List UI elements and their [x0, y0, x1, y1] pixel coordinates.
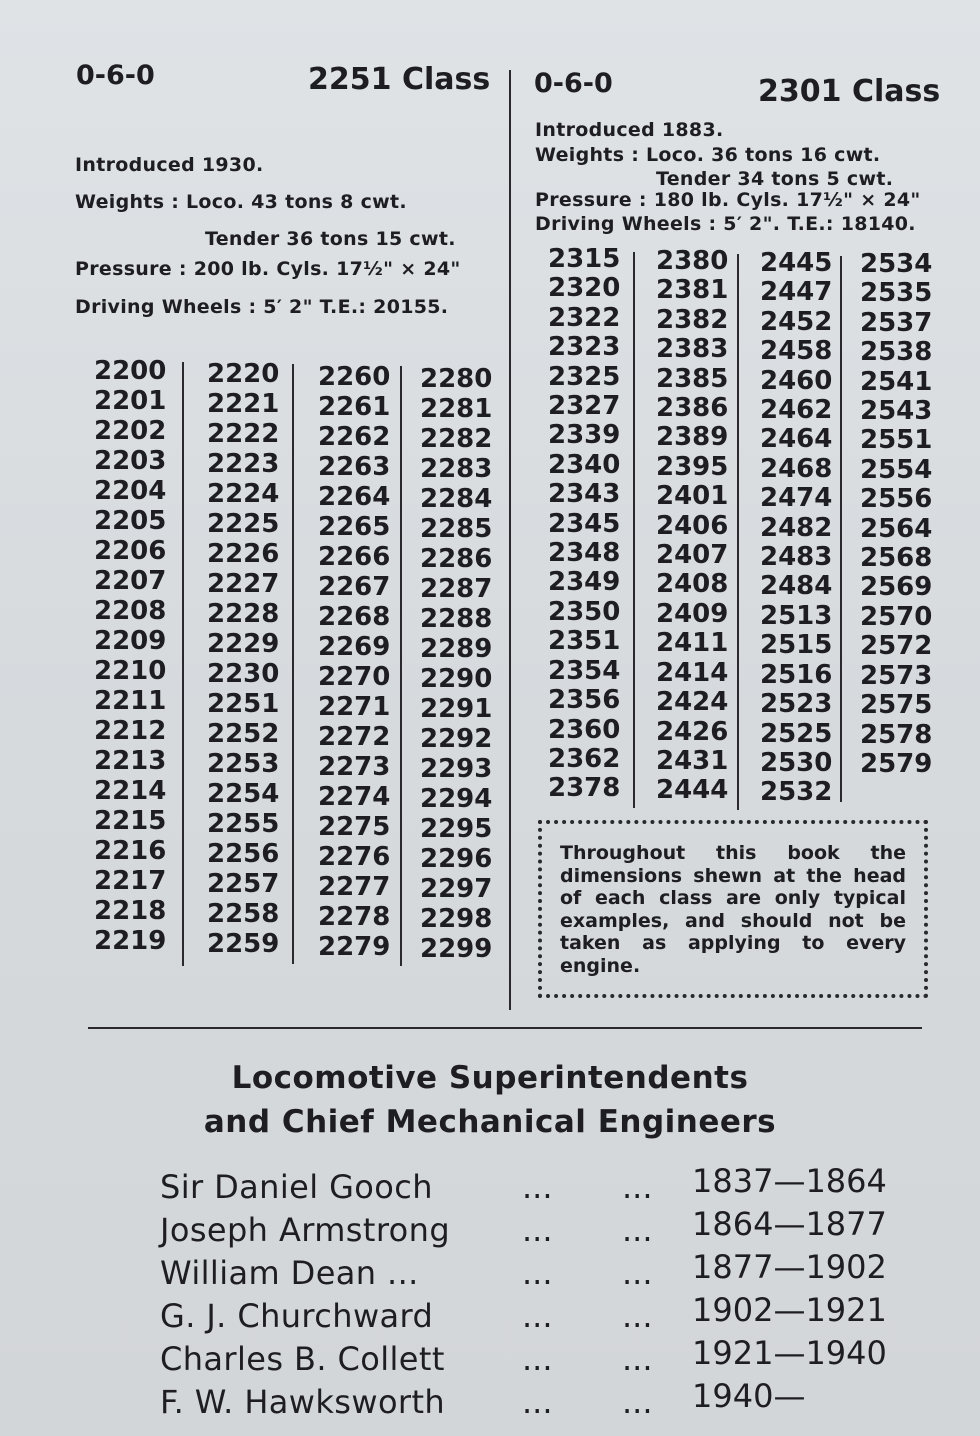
superintendents-heading-line-2: and Chief Mechanical Engineers [203, 1104, 777, 1140]
engine-number: 2207 [94, 566, 167, 596]
engine-number: 2458 [760, 336, 833, 367]
left-introduced: Introduced 1930. [75, 154, 264, 176]
engine-number: 2460 [760, 365, 833, 396]
engine-number: 2564 [860, 513, 933, 544]
engine-number: 2253 [207, 749, 280, 779]
left-column-divider-3 [400, 366, 402, 966]
right-column-divider-1 [633, 252, 635, 808]
engine-number: 2294 [420, 784, 493, 814]
engine-number: 2525 [760, 718, 833, 749]
superintendent-name: Joseph Armstrong [160, 1211, 451, 1249]
right-number-column-1 [548, 245, 620, 804]
engine-number: 2406 [656, 510, 729, 541]
section-divider [88, 1027, 922, 1029]
engine-number: 2464 [760, 424, 833, 455]
engine-number: 2447 [760, 277, 833, 308]
left-number-column-1 [94, 356, 166, 956]
engine-number: 2532 [760, 777, 833, 808]
engine-number: 2204 [94, 476, 167, 506]
superintendent-years: 1902—1921 [692, 1291, 887, 1329]
leader-dots: ... [522, 1168, 553, 1206]
engine-number: 2360 [548, 714, 621, 745]
right-number-column-4 [860, 250, 932, 779]
leader-dots: ... [622, 1297, 653, 1335]
leader-dots: ... [622, 1211, 653, 1249]
engine-number: 2251 [207, 689, 280, 719]
engine-number: 2530 [760, 747, 833, 778]
engine-number: 2212 [94, 716, 167, 746]
engine-number: 2572 [860, 631, 933, 662]
engine-number: 2535 [860, 278, 933, 309]
engine-number: 2208 [94, 596, 167, 626]
engine-number: 2556 [860, 484, 933, 515]
engine-number: 2220 [207, 359, 280, 389]
engine-number: 2325 [548, 361, 621, 392]
engine-number: 2339 [548, 420, 621, 451]
superintendent-years: 1877—1902 [692, 1248, 887, 1286]
engine-number: 2386 [656, 393, 729, 424]
left-weights-loco: Weights : Loco. 43 tons 8 cwt. [75, 191, 407, 213]
engine-number: 2483 [760, 542, 833, 573]
superintendent-name: William Dean ... [160, 1254, 419, 1292]
engine-number: 2320 [548, 273, 621, 304]
engine-number: 2215 [94, 806, 167, 836]
engine-number: 2516 [760, 659, 833, 690]
engine-number: 2408 [656, 569, 729, 600]
right-wheel-arrangement: 0-6-0 [534, 68, 613, 99]
engine-number: 2409 [656, 598, 729, 629]
engine-number: 2378 [548, 773, 621, 804]
leader-dots: ... [522, 1254, 553, 1292]
page-centre-divider [509, 70, 511, 1010]
engine-number: 2276 [318, 842, 391, 872]
engine-number: 2541 [860, 366, 933, 397]
engine-number: 2286 [420, 544, 493, 574]
engine-number: 2554 [860, 454, 933, 485]
right-number-column-3 [760, 249, 832, 808]
left-number-column-2 [207, 359, 279, 959]
engine-number: 2350 [548, 596, 621, 627]
left-column-divider-1 [182, 362, 184, 966]
engine-number: 2484 [760, 571, 833, 602]
engine-number: 2224 [207, 479, 280, 509]
leader-dots: ... [622, 1340, 653, 1378]
engine-number: 2575 [860, 690, 933, 721]
engine-number: 2210 [94, 656, 167, 686]
engine-number: 2289 [420, 634, 493, 664]
engine-number: 2297 [420, 874, 493, 904]
engine-number: 2269 [318, 632, 391, 662]
right-weights-tender: Tender 34 tons 5 cwt. [656, 168, 894, 190]
engine-number: 2223 [207, 449, 280, 479]
engine-number: 2292 [420, 724, 493, 754]
engine-number: 2351 [548, 626, 621, 657]
engine-number: 2468 [760, 453, 833, 484]
engine-number: 2219 [94, 926, 167, 956]
engine-number: 2226 [207, 539, 280, 569]
engine-number: 2261 [318, 392, 391, 422]
engine-number: 2426 [656, 716, 729, 747]
engine-number: 2264 [318, 482, 391, 512]
engine-number: 2445 [760, 248, 833, 278]
engine-number: 2285 [420, 514, 493, 544]
left-driving-wheels: Driving Wheels : 5′ 2" T.E.: 20155. [75, 296, 449, 318]
engine-number: 2270 [318, 662, 391, 692]
engine-number: 2201 [94, 386, 167, 416]
engine-number: 2262 [318, 422, 391, 452]
engine-number: 2513 [760, 600, 833, 631]
engine-number: 2401 [656, 481, 729, 512]
engine-number: 2383 [656, 334, 729, 365]
engine-number: 2273 [318, 752, 391, 782]
engine-number: 2343 [548, 479, 621, 510]
engine-number: 2272 [318, 722, 391, 752]
engine-number: 2291 [420, 694, 493, 724]
engine-number: 2389 [656, 422, 729, 453]
engine-number: 2288 [420, 604, 493, 634]
right-pressure: Pressure : 180 lb. Cyls. 17½" × 24" [535, 189, 921, 211]
superintendent-row [160, 1377, 880, 1427]
engine-number: 2280 [420, 364, 493, 394]
engine-number: 2395 [656, 451, 729, 482]
engine-number: 2482 [760, 512, 833, 543]
engine-number: 2380 [656, 246, 729, 276]
engine-number: 2287 [420, 574, 493, 604]
engine-number: 2315 [548, 244, 621, 274]
engine-number: 2298 [420, 904, 493, 934]
engine-number: 2227 [207, 569, 280, 599]
engine-number: 2282 [420, 424, 493, 454]
engine-number: 2271 [318, 692, 391, 722]
engine-number: 2211 [94, 686, 167, 716]
engine-number: 2568 [860, 543, 933, 574]
leader-dots: ... [522, 1340, 553, 1378]
right-class-name: 2301 Class [758, 74, 941, 109]
right-driving-wheels: Driving Wheels : 5′ 2". T.E.: 18140. [535, 213, 916, 235]
engine-number: 2254 [207, 779, 280, 809]
engine-number: 2382 [656, 304, 729, 335]
engine-number: 2578 [860, 719, 933, 750]
engine-number: 2543 [860, 396, 933, 427]
leader-dots: ... [622, 1383, 653, 1421]
right-introduced: Introduced 1883. [535, 119, 724, 141]
engine-number: 2216 [94, 836, 167, 866]
engine-number: 2230 [207, 659, 280, 689]
leader-dots: ... [622, 1254, 653, 1292]
engine-number: 2203 [94, 446, 167, 476]
engine-number: 2414 [656, 657, 729, 688]
engine-number: 2362 [548, 743, 621, 774]
engine-number: 2229 [207, 629, 280, 659]
engine-number: 2431 [656, 745, 729, 776]
superintendent-name: Charles B. Collett [160, 1340, 445, 1378]
engine-number: 2296 [420, 844, 493, 874]
leader-dots: ... [522, 1211, 553, 1249]
engine-number: 2278 [318, 902, 391, 932]
right-column-divider-3 [840, 256, 842, 802]
engine-number: 2340 [548, 449, 621, 480]
engine-number: 2293 [420, 754, 493, 784]
engine-number: 2202 [94, 416, 167, 446]
left-number-column-4 [420, 364, 492, 964]
engine-number: 2217 [94, 866, 167, 896]
engine-number: 2327 [548, 391, 621, 422]
superintendent-years: 1864—1877 [692, 1205, 887, 1243]
engine-number: 2538 [860, 337, 933, 368]
engine-number: 2424 [656, 687, 729, 718]
engine-number: 2348 [548, 538, 621, 569]
superintendent-years: 1921—1940 [692, 1334, 887, 1372]
engine-number: 2452 [760, 306, 833, 337]
engine-number: 2256 [207, 839, 280, 869]
superintendent-name: F. W. Hawksworth [160, 1383, 446, 1421]
engine-number: 2213 [94, 746, 167, 776]
engine-number: 2573 [860, 660, 933, 691]
left-weights-tender: Tender 36 tons 15 cwt. [205, 228, 456, 250]
engine-number: 2283 [420, 454, 493, 484]
engine-number: 2225 [207, 509, 280, 539]
engine-number: 2228 [207, 599, 280, 629]
engine-number: 2222 [207, 419, 280, 449]
engine-number: 2277 [318, 872, 391, 902]
engine-number: 2462 [760, 395, 833, 426]
engine-number: 2258 [207, 899, 280, 929]
leader-dots: ... [522, 1297, 553, 1335]
engine-number: 2260 [318, 362, 391, 392]
engine-number: 2569 [860, 572, 933, 603]
engine-number: 2268 [318, 602, 391, 632]
engine-number: 2259 [207, 929, 280, 959]
engine-number: 2534 [860, 249, 933, 279]
engine-number: 2290 [420, 664, 493, 694]
left-pressure: Pressure : 200 lb. Cyls. 17½" × 24" [75, 258, 461, 280]
engine-number: 2255 [207, 809, 280, 839]
engine-number: 2218 [94, 896, 167, 926]
right-column-divider-2 [737, 254, 739, 810]
note-text: Throughout this book the dimensions shewn at the head of each class are only typical examples, and should not be taken as applying to every engine. [560, 842, 906, 977]
right-weights-loco: Weights : Loco. 36 tons 16 cwt. [535, 144, 881, 166]
engine-number: 2323 [548, 332, 621, 363]
engine-number: 2537 [860, 307, 933, 338]
superintendent-name: G. J. Churchward [160, 1297, 434, 1335]
engine-number: 2274 [318, 782, 391, 812]
left-column-divider-2 [292, 364, 294, 964]
engine-number: 2579 [860, 748, 933, 779]
engine-number: 2295 [420, 814, 493, 844]
engine-number: 2444 [656, 775, 729, 806]
engine-number: 2411 [656, 628, 729, 659]
engine-number: 2279 [318, 932, 391, 962]
engine-number: 2267 [318, 572, 391, 602]
engine-number: 2206 [94, 536, 167, 566]
engine-number: 2281 [420, 394, 493, 424]
engine-number: 2322 [548, 302, 621, 333]
engine-number: 2263 [318, 452, 391, 482]
engine-number: 2381 [656, 275, 729, 306]
superintendent-years: 1940— [692, 1377, 806, 1415]
superintendent-name: Sir Daniel Gooch [160, 1168, 433, 1206]
leader-dots: ... [622, 1168, 653, 1206]
engine-number: 2407 [656, 540, 729, 571]
left-class-name: 2251 Class [308, 62, 491, 97]
engine-number: 2205 [94, 506, 167, 536]
engine-number: 2284 [420, 484, 493, 514]
engine-number: 2275 [318, 812, 391, 842]
engine-number: 2570 [860, 601, 933, 632]
superintendent-years: 1837—1864 [692, 1162, 887, 1200]
engine-number: 2515 [760, 630, 833, 661]
engine-number: 2356 [548, 685, 621, 716]
engine-number: 2354 [548, 655, 621, 686]
note-box [538, 820, 928, 998]
left-wheel-arrangement: 0-6-0 [76, 60, 155, 91]
engine-number: 2221 [207, 389, 280, 419]
engine-number: 2385 [656, 363, 729, 394]
engine-number: 2257 [207, 869, 280, 899]
engine-number: 2349 [548, 567, 621, 598]
engine-number: 2551 [860, 425, 933, 456]
superintendents-heading-line-1: Locomotive Superintendents [231, 1060, 749, 1096]
engine-number: 2209 [94, 626, 167, 656]
engine-number: 2214 [94, 776, 167, 806]
engine-number: 2299 [420, 934, 493, 964]
leader-dots: ... [522, 1383, 553, 1421]
engine-number: 2266 [318, 542, 391, 572]
engine-number: 2474 [760, 483, 833, 514]
engine-number: 2200 [94, 356, 167, 386]
left-number-column-3 [318, 362, 390, 962]
engine-number: 2523 [760, 689, 833, 720]
right-number-column-2 [656, 247, 728, 806]
engine-number: 2345 [548, 508, 621, 539]
engine-number: 2252 [207, 719, 280, 749]
engine-number: 2265 [318, 512, 391, 542]
